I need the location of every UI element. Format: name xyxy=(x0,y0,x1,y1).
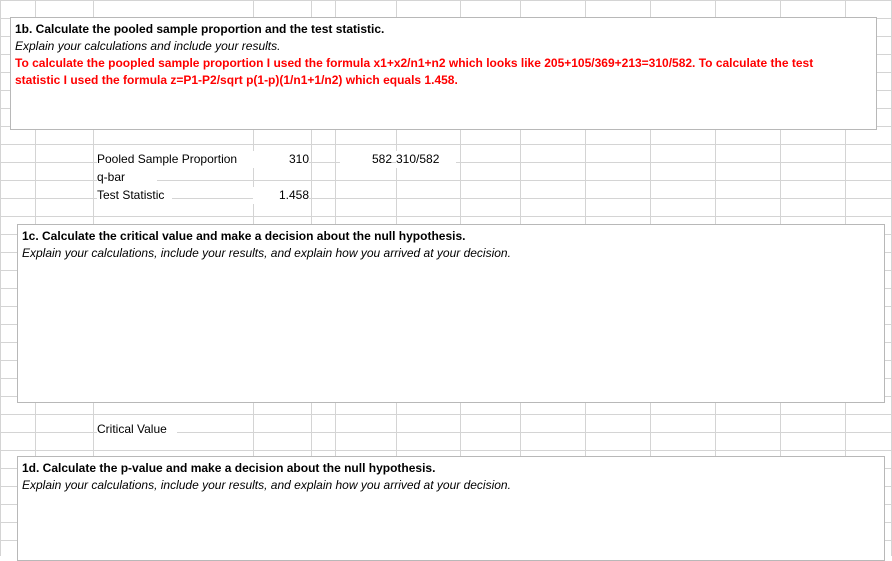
q1b-answer-line-2: statistic I used the formula z=P1-P2/sqrt p(1-p)(1/n1+1/n2) which equals 1.458. xyxy=(15,73,458,87)
qbar-label[interactable]: q-bar xyxy=(97,169,157,186)
q1b-answer-line-1: To calculate the poopled sample proportion I used the formula x1+x2/n1+n2 which looks like 205+105/369+213=310/582. To calculate the test xyxy=(15,56,814,70)
q1d-instruction: Explain your calculations, include your results, and explain how you arrived at your decision. xyxy=(22,478,511,492)
q1d-title: 1d. Calculate the p-value and make a decision about the null hypothesis. xyxy=(22,461,436,475)
pooled-text[interactable]: 310/582 xyxy=(396,151,456,168)
pooled-value-2[interactable]: 582 xyxy=(340,151,392,168)
q1b-title: 1b. Calculate the pooled sample proportion and the test statistic. xyxy=(15,22,385,36)
q1b-instruction: Explain your calculations and include your results. xyxy=(15,39,281,53)
q1b-textbox[interactable] xyxy=(10,17,877,130)
pooled-value-1[interactable]: 310 xyxy=(253,151,309,168)
q1d-textbox[interactable] xyxy=(17,456,885,561)
critical-value-label[interactable]: Critical Value xyxy=(97,421,177,438)
test-statistic-value[interactable]: 1.458 xyxy=(253,187,309,204)
q1c-title: 1c. Calculate the critical value and make a decision about the null hypothesis. xyxy=(22,229,466,243)
q1c-instruction: Explain your calculations, include your results, and explain how you arrived at your decision. xyxy=(22,246,511,260)
q1c-textbox[interactable] xyxy=(17,224,885,403)
test-statistic-label[interactable]: Test Statistic xyxy=(97,187,172,204)
pooled-proportion-label[interactable]: Pooled Sample Proportion xyxy=(97,151,253,168)
